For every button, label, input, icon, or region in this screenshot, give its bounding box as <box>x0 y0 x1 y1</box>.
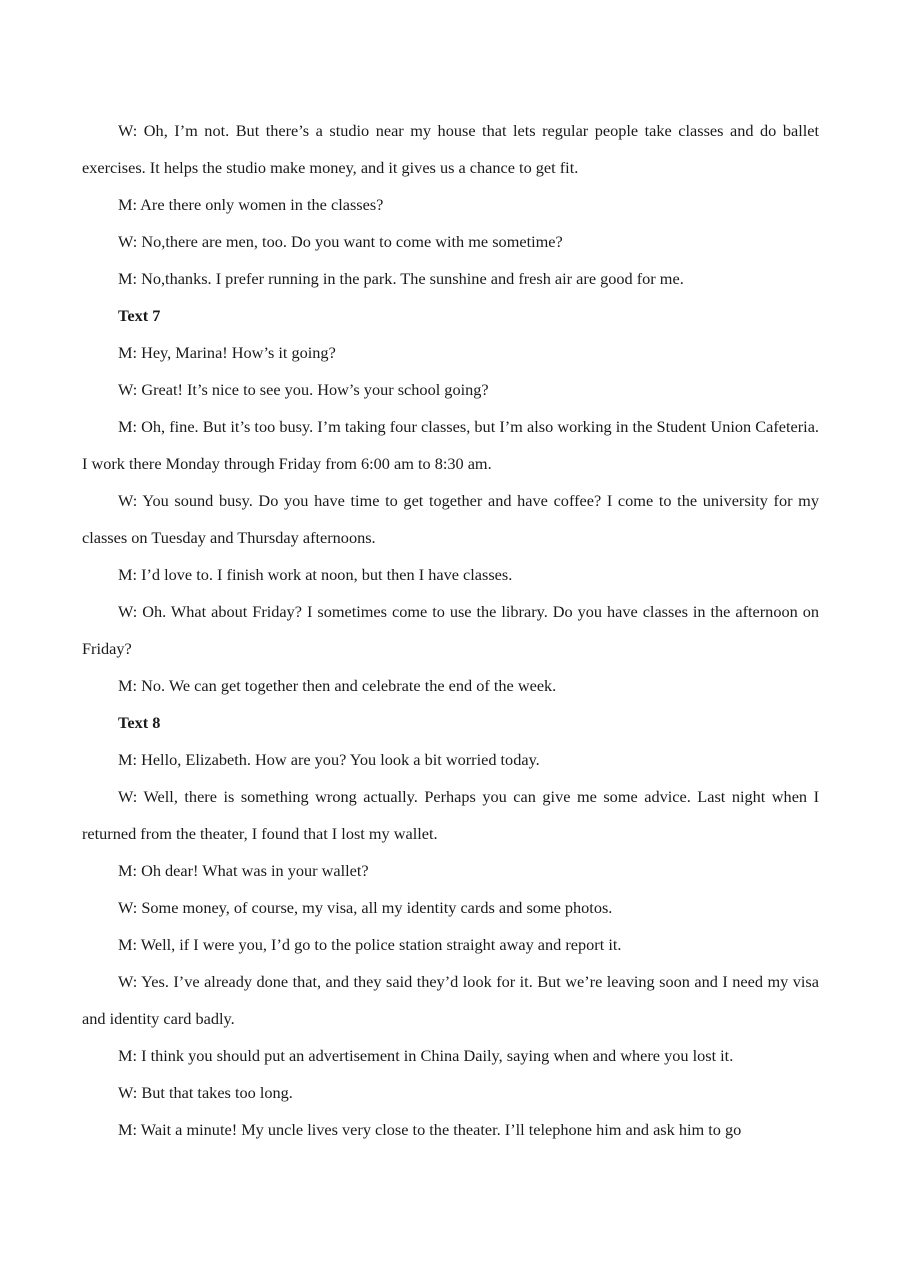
dialogue-line: W: No,there are men, too. Do you want to come with me sometime? <box>118 232 563 251</box>
dialogue-line: M: Are there only women in the classes? <box>118 195 384 214</box>
dialogue-line: W: You sound busy. Do you have time to get together and have coffee? I come to the university for my classes on Tuesday and Thursday afternoons. <box>82 491 819 547</box>
dialogue-line: M: Oh dear! What was in your wallet? <box>118 861 369 880</box>
dialogue-line: W: Great! It’s nice to see you. How’s your school going? <box>118 380 489 399</box>
dialogue-line: W: Oh, I’m not. But there’s a studio near my house that lets regular people take classes and do ballet exercises. It helps the studio make money, and it gives us a chance to get fit. <box>82 121 819 177</box>
section-heading-text-7: Text 7 <box>118 306 161 325</box>
dialogue-line: M: Hello, Elizabeth. How are you? You look a bit worried today. <box>118 750 540 769</box>
dialogue-line: M: Wait a minute! My uncle lives very close to the theater. I’ll telephone him and ask him to go <box>118 1120 742 1139</box>
dialogue-line: W: But that takes too long. <box>118 1083 293 1102</box>
dialogue-line: W: Yes. I’ve already done that, and they said they’d look for it. But we’re leaving soon and I need my visa and identity card badly. <box>82 972 819 1028</box>
dialogue-line: M: No,thanks. I prefer running in the park. The sunshine and fresh air are good for me. <box>118 269 684 288</box>
dialogue-line: M: No. We can get together then and celebrate the end of the week. <box>118 676 557 695</box>
dialogue-line: W: Well, there is something wrong actually. Perhaps you can give me some advice. Last night when I returned from the theater, I found that I lost my wallet. <box>82 787 819 843</box>
section-heading-text-8: Text 8 <box>118 713 161 732</box>
dialogue-line: M: Oh, fine. But it’s too busy. I’m taking four classes, but I’m also working in the Student Union Cafeteria. I work there Monday through Friday from 6:00 am to 8:30 am. <box>82 417 819 473</box>
dialogue-line: W: Oh. What about Friday? I sometimes come to use the library. Do you have classes in the afternoon on Friday? <box>82 602 819 658</box>
dialogue-line: M: I’d love to. I finish work at noon, but then I have classes. <box>118 565 513 584</box>
dialogue-line: M: I think you should put an advertisement in China Daily, saying when and where you lost it. <box>118 1046 734 1065</box>
dialogue-line: W: Some money, of course, my visa, all my identity cards and some photos. <box>118 898 613 917</box>
document-page <box>82 112 819 1148</box>
dialogue-line: M: Well, if I were you, I’d go to the police station straight away and report it. <box>118 935 622 954</box>
dialogue-line: M: Hey, Marina! How’s it going? <box>118 343 336 362</box>
